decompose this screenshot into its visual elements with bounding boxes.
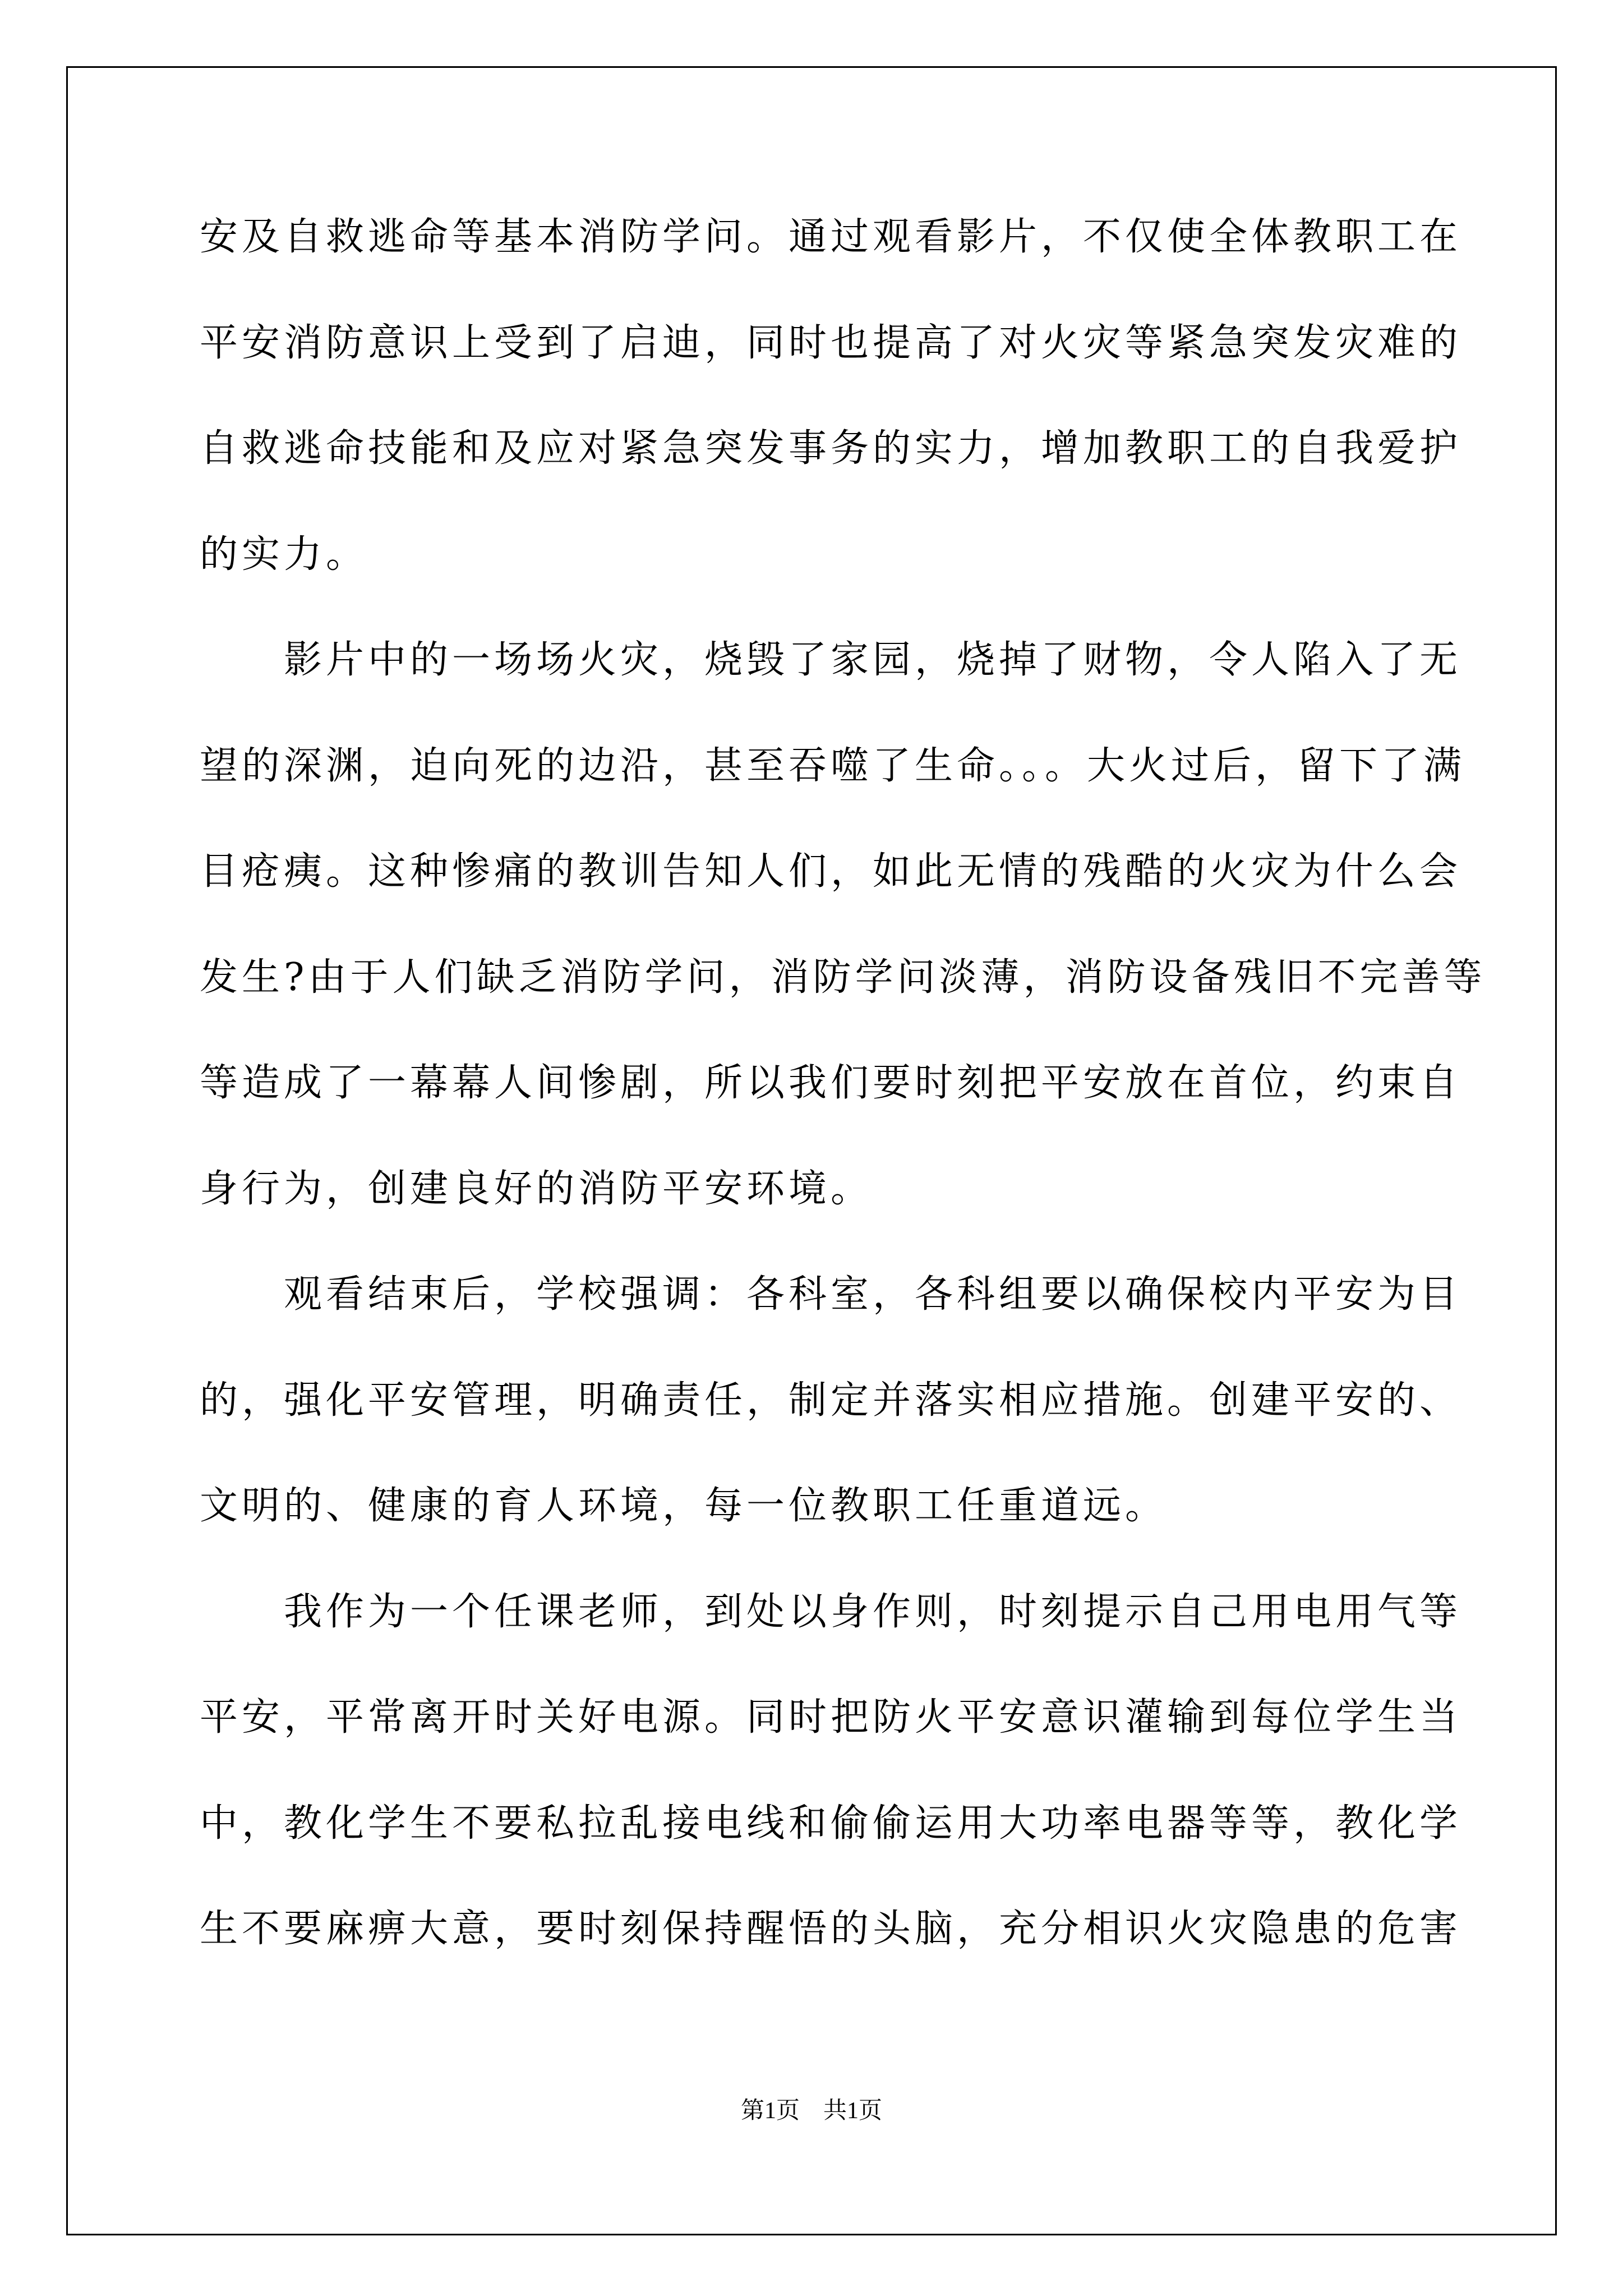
text-line: 安及自救逃命等基本消防学问。通过观看影片，不仅使全体教职工在 — [200, 215, 1462, 259]
text-line: 身行为，创建良好的消防平安环境。 — [200, 1166, 873, 1211]
text-line: 中，教化学生不要私拉乱接电线和偷偷运用大功率电器等等，教化学 — [200, 1801, 1462, 1846]
text-line: 的实力。 — [200, 532, 368, 577]
document-body — [200, 212, 1486, 2010]
paragraph-first-line: 影片中的一场场火灾，烧毁了家园，烧掉了财物，令人陷入了无 — [284, 638, 1462, 682]
text-line: 的，强化平安管理，明确责任，制定并落实相应措施。创建平安的、 — [200, 1378, 1462, 1423]
text-line: 自救逃命技能和及应对紧急突发事务的实力，增加教职工的自我爱护 — [200, 426, 1462, 471]
paragraph-first-line: 观看结束后，学校强调：各科室，各科组要以确保校内平安为目 — [284, 1272, 1462, 1317]
page-number-footer: 第1页 共1页 — [740, 2098, 882, 2124]
paragraph-first-line: 我作为一个任课老师，到处以身作则，时刻提示自己用电用气等 — [284, 1589, 1462, 1634]
text-line: 发生?由于人们缺乏消防学问，消防学问淡薄，消防设备残旧不完善等 — [200, 955, 1486, 1000]
text-line: 等造成了一幕幕人间惨剧，所以我们要时刻把平安放在首位，约束自 — [200, 1061, 1462, 1105]
text-line: 生不要麻痹大意，要时刻保持醒悟的头脑，充分相识火灾隐患的危害 — [200, 1907, 1462, 1951]
text-line: 平安，平常离开时关好电源。同时把防火平安意识灌输到每位学生当 — [200, 1695, 1462, 1740]
text-line: 目疮痍。这种惨痛的教训告知人们，如此无情的残酷的火灾为什么会 — [200, 849, 1462, 894]
text-line: 望的深渊，迫向死的边沿，甚至吞噬了生命。。。大火过后，留下了满 — [200, 743, 1466, 788]
text-line: 平安消防意识上受到了启迪，同时也提高了对火灾等紧急突发灾难的 — [200, 320, 1462, 365]
text-line: 文明的、健康的育人环境，每一位教职工任重道远。 — [200, 1484, 1168, 1528]
